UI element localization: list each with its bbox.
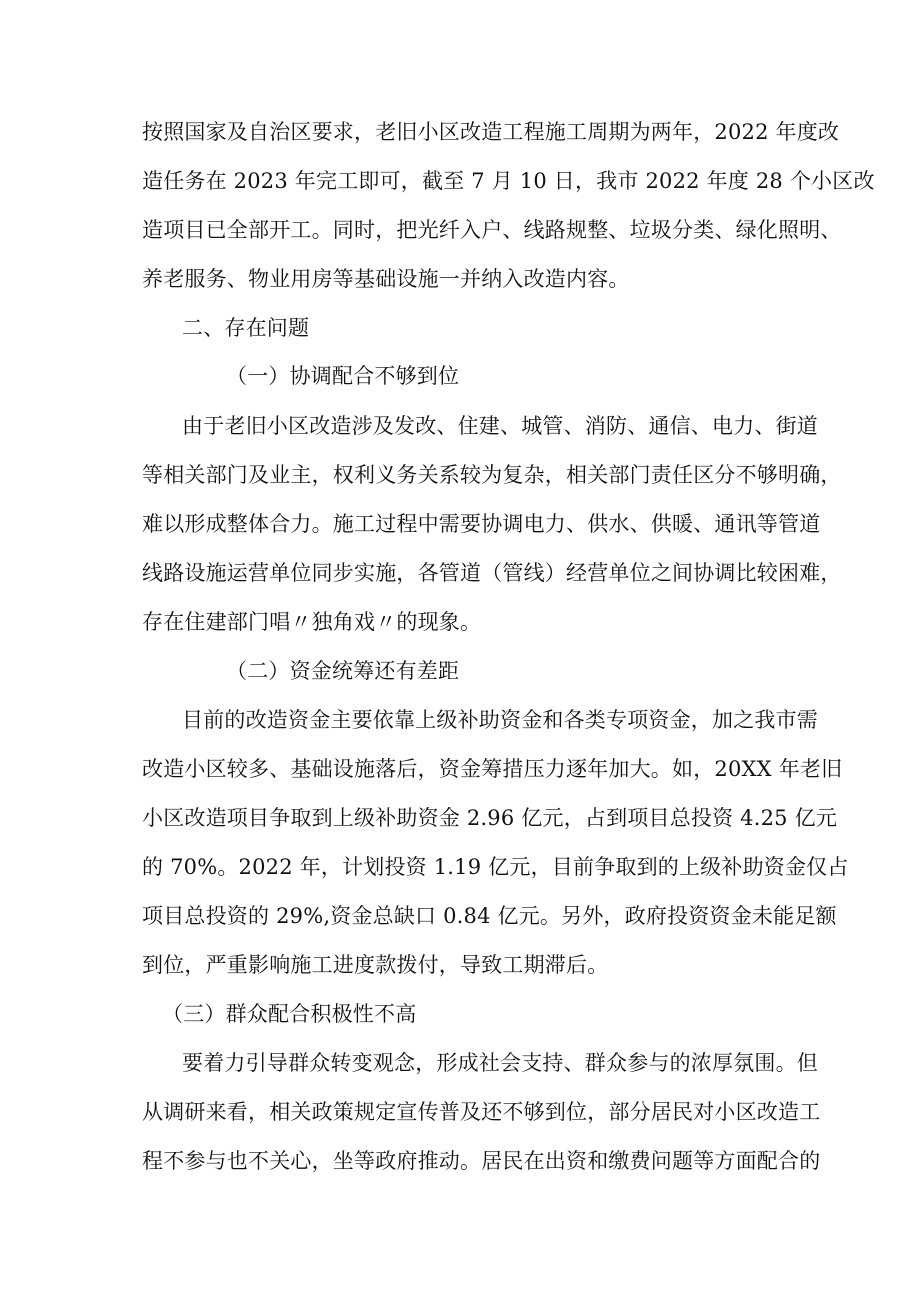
paragraph-4-line-3: 程不参与也不关心，坐等政府推动。居民在出资和缴费问题等方面配合的 [142, 1149, 821, 1173]
paragraph-2-line-5: 存在住建部门唱〃独角戏〃的现象。 [142, 610, 482, 634]
paragraph-1-line-3: 造项目已全部开工。同时，把光纤入户、线路规整、垃圾分类、绿化照明、 [142, 218, 842, 242]
section-heading: 二、存在问题 [182, 316, 310, 340]
paragraph-3-line-5: 项目总投资的 29%,资金总缺口 0.84 亿元。另外，政府投资资金未能足额 [142, 904, 837, 928]
subheading-1: （一）协调配合不够到位 [226, 364, 460, 388]
paragraph-2-line-2: 等相关部门及业主，权利义务关系较为复杂，相关部门责任区分不够明确， [142, 463, 842, 487]
paragraph-2-line-1: 由于老旧小区改造涉及发改、住建、城管、消防、通信、电力、街道 [182, 414, 818, 438]
paragraph-2-line-3: 难以形成整体合力。施工过程中需要协调电力、供水、供暖、通讯等管道 [142, 512, 821, 536]
paragraph-3-line-3: 小区改造项目争取到上级补助资金 2.96 亿元，占到项目总投资 4.25 亿元 [142, 806, 838, 830]
subheading-2: （二）资金统筹还有差距 [226, 659, 460, 683]
paragraph-1-line-2: 造任务在 2023 年完工即可，截至 7 月 10 日，我市 2022 年度 28 个小区改 [142, 169, 875, 193]
paragraph-2-line-4: 线路设施运营单位同步实施，各管道（管线）经营单位之间协调比较困难， [142, 561, 842, 585]
paragraph-4-line-2: 从调研来看，相关政策规定宣传普及还不够到位，部分居民对小区改造工 [142, 1100, 821, 1124]
subheading-3: （三）群众配合积极性不高 [162, 1002, 417, 1026]
paragraph-3-line-2: 改造小区较多、基础设施落后，资金筹措压力逐年加大。如，20XX 年老旧 [142, 757, 843, 781]
paragraph-1-line-1: 按照国家及自治区要求，老旧小区改造工程施工周期为两年，2022 年度改 [142, 120, 840, 144]
paragraph-3-line-1: 目前的改造资金主要依靠上级补助资金和各类专项资金，加之我市需 [182, 708, 818, 732]
paragraph-1-line-4: 养老服务、物业用房等基础设施一并纳入改造内容。 [142, 267, 630, 291]
paragraph-3-line-6: 到位，严重影响施工进度款拨付，导致工期滞后。 [142, 953, 609, 977]
paragraph-4-line-1: 要着力引导群众转变观念，形成社会支持、群众参与的浓厚氛围。但 [182, 1051, 818, 1075]
paragraph-3-line-4: 的 70%。2022 年，计划投资 1.19 亿元，目前争取到的上级补助资金仅占 [142, 855, 849, 879]
